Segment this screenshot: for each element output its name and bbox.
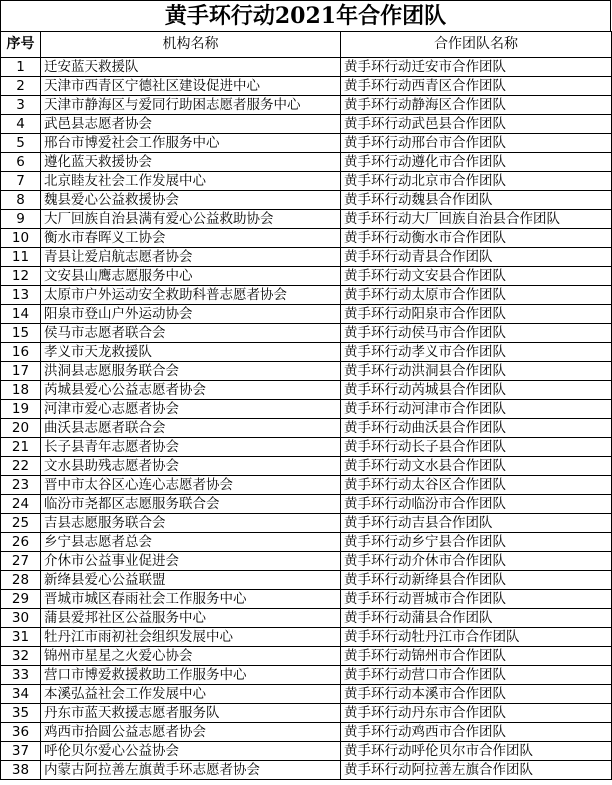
- seq-cell: 7: [1, 172, 41, 191]
- seq-cell: 24: [1, 495, 41, 514]
- org-cell: 蒲县爱邦社区公益服务中心: [41, 609, 341, 628]
- team-cell: 黄手环行动蒲县合作团队: [341, 609, 612, 628]
- team-cell: 黄手环行动魏县合作团队: [341, 191, 612, 210]
- team-cell: 黄手环行动鸡西市合作团队: [341, 723, 612, 742]
- table-row: [1, 666, 612, 685]
- seq-cell: 35: [1, 704, 41, 723]
- seq-cell: 12: [1, 267, 41, 286]
- table-row: [1, 134, 612, 153]
- header-seq: 序号: [1, 32, 41, 58]
- org-cell: 介休市公益事业促进会: [41, 552, 341, 571]
- table-row: [1, 191, 612, 210]
- table-row: [1, 419, 612, 438]
- table-row: [1, 305, 612, 324]
- table-row: [1, 210, 612, 229]
- table-row: [1, 647, 612, 666]
- table-row: [1, 381, 612, 400]
- table-row: [1, 571, 612, 590]
- table-row: [1, 438, 612, 457]
- org-cell: 青县让爱启航志愿者协会: [41, 248, 341, 267]
- org-cell: 乡宁县志愿者总会: [41, 533, 341, 552]
- header-row: [1, 32, 612, 58]
- org-cell: 晋城市城区春雨社会工作服务中心: [41, 590, 341, 609]
- partner-table: [0, 31, 612, 780]
- team-cell: 黄手环行动西青区合作团队: [341, 77, 612, 96]
- org-cell: 魏县爱心公益救援协会: [41, 191, 341, 210]
- seq-cell: 14: [1, 305, 41, 324]
- org-cell: 天津市西青区宁德社区建设促进中心: [41, 77, 341, 96]
- team-cell: 黄手环行动遵化市合作团队: [341, 153, 612, 172]
- table-row: [1, 153, 612, 172]
- seq-cell: 11: [1, 248, 41, 267]
- org-cell: 牡丹江市雨初社会组织发展中心: [41, 628, 341, 647]
- seq-cell: 16: [1, 343, 41, 362]
- seq-cell: 8: [1, 191, 41, 210]
- seq-cell: 19: [1, 400, 41, 419]
- org-cell: 文安县山鹰志愿服务中心: [41, 267, 341, 286]
- team-cell: 黄手环行动邢台市合作团队: [341, 134, 612, 153]
- org-cell: 吉县志愿服务联合会: [41, 514, 341, 533]
- seq-cell: 4: [1, 115, 41, 134]
- seq-cell: 2: [1, 77, 41, 96]
- org-cell: 洪洞县志愿服务联合会: [41, 362, 341, 381]
- team-cell: 黄手环行动太谷区合作团队: [341, 476, 612, 495]
- org-cell: 芮城县爱心公益志愿者协会: [41, 381, 341, 400]
- table-row: [1, 723, 612, 742]
- table-row: [1, 286, 612, 305]
- header-org: 机构名称: [41, 32, 341, 58]
- org-cell: 衡水市春晖义工协会: [41, 229, 341, 248]
- team-cell: 黄手环行动文安县合作团队: [341, 267, 612, 286]
- table-row: [1, 172, 612, 191]
- org-cell: 河津市爱心志愿者协会: [41, 400, 341, 419]
- team-cell: 黄手环行动介休市合作团队: [341, 552, 612, 571]
- org-cell: 迁安蓝天救援队: [41, 58, 341, 77]
- org-cell: 本溪弘益社会工作发展中心: [41, 685, 341, 704]
- seq-cell: 21: [1, 438, 41, 457]
- team-cell: 黄手环行动新绛县合作团队: [341, 571, 612, 590]
- table-row: [1, 96, 612, 115]
- team-cell: 黄手环行动营口市合作团队: [341, 666, 612, 685]
- team-cell: 黄手环行动锦州市合作团队: [341, 647, 612, 666]
- table-row: [1, 229, 612, 248]
- org-cell: 阳泉市登山户外运动协会: [41, 305, 341, 324]
- team-cell: 黄手环行动迁安市合作团队: [341, 58, 612, 77]
- seq-cell: 22: [1, 457, 41, 476]
- org-cell: 鸡西市拾圆公益志愿者协会: [41, 723, 341, 742]
- seq-cell: 34: [1, 685, 41, 704]
- table-row: [1, 609, 612, 628]
- table-row: [1, 590, 612, 609]
- org-cell: 长子县青年志愿者协会: [41, 438, 341, 457]
- seq-cell: 31: [1, 628, 41, 647]
- org-cell: 大厂回族自治县满有爱心公益救助协会: [41, 210, 341, 229]
- org-cell: 呼伦贝尔爱心公益协会: [41, 742, 341, 761]
- org-cell: 曲沃县志愿者联合会: [41, 419, 341, 438]
- table-row: [1, 476, 612, 495]
- table-row: [1, 685, 612, 704]
- table-row: [1, 343, 612, 362]
- seq-cell: 25: [1, 514, 41, 533]
- table-row: [1, 400, 612, 419]
- team-cell: 黄手环行动静海区合作团队: [341, 96, 612, 115]
- table-row: [1, 362, 612, 381]
- seq-cell: 37: [1, 742, 41, 761]
- team-cell: 黄手环行动乡宁县合作团队: [341, 533, 612, 552]
- table-row: [1, 533, 612, 552]
- team-cell: 黄手环行动阳泉市合作团队: [341, 305, 612, 324]
- team-cell: 黄手环行动大厂回族自治县合作团队: [341, 210, 612, 229]
- table-row: [1, 552, 612, 571]
- seq-cell: 32: [1, 647, 41, 666]
- seq-cell: 26: [1, 533, 41, 552]
- table-row: [1, 495, 612, 514]
- sheet-title: 黄手环行动2021年合作团队: [0, 0, 611, 31]
- seq-cell: 30: [1, 609, 41, 628]
- seq-cell: 9: [1, 210, 41, 229]
- team-cell: 黄手环行动呼伦贝尔市合作团队: [341, 742, 612, 761]
- table-row: [1, 742, 612, 761]
- team-cell: 黄手环行动丹东市合作团队: [341, 704, 612, 723]
- team-cell: 黄手环行动长子县合作团队: [341, 438, 612, 457]
- org-cell: 太原市户外运动安全救助科普志愿者协会: [41, 286, 341, 305]
- header-team: 合作团队名称: [341, 32, 612, 58]
- org-cell: 锦州市星星之火爱心协会: [41, 647, 341, 666]
- team-cell: 黄手环行动晋城市合作团队: [341, 590, 612, 609]
- team-cell: 黄手环行动牡丹江市合作团队: [341, 628, 612, 647]
- seq-cell: 13: [1, 286, 41, 305]
- org-cell: 天津市静海区与爱同行助困志愿者服务中心: [41, 96, 341, 115]
- org-cell: 武邑县志愿者协会: [41, 115, 341, 134]
- org-cell: 文水县助残志愿者协会: [41, 457, 341, 476]
- team-cell: 黄手环行动河津市合作团队: [341, 400, 612, 419]
- team-cell: 黄手环行动阿拉善左旗合作团队: [341, 761, 612, 780]
- org-cell: 新绛县爱心公益联盟: [41, 571, 341, 590]
- seq-cell: 20: [1, 419, 41, 438]
- seq-cell: 5: [1, 134, 41, 153]
- table-row: [1, 115, 612, 134]
- seq-cell: 18: [1, 381, 41, 400]
- org-cell: 孝义市天龙救援队: [41, 343, 341, 362]
- team-cell: 黄手环行动曲沃县合作团队: [341, 419, 612, 438]
- team-cell: 黄手环行动侯马市合作团队: [341, 324, 612, 343]
- table-row: [1, 324, 612, 343]
- team-cell: 黄手环行动芮城县合作团队: [341, 381, 612, 400]
- team-cell: 黄手环行动孝义市合作团队: [341, 343, 612, 362]
- table-row: [1, 761, 612, 780]
- team-cell: 黄手环行动北京市合作团队: [341, 172, 612, 191]
- seq-cell: 38: [1, 761, 41, 780]
- seq-cell: 23: [1, 476, 41, 495]
- org-cell: 遵化蓝天救援协会: [41, 153, 341, 172]
- seq-cell: 28: [1, 571, 41, 590]
- table-row: [1, 58, 612, 77]
- org-cell: 侯马市志愿者联合会: [41, 324, 341, 343]
- table-row: [1, 457, 612, 476]
- org-cell: 丹东市蓝天救援志愿者服务队: [41, 704, 341, 723]
- seq-cell: 17: [1, 362, 41, 381]
- table-row: [1, 514, 612, 533]
- seq-cell: 29: [1, 590, 41, 609]
- org-cell: 内蒙古阿拉善左旗黄手环志愿者协会: [41, 761, 341, 780]
- team-cell: 黄手环行动洪洞县合作团队: [341, 362, 612, 381]
- table-row: [1, 628, 612, 647]
- seq-cell: 3: [1, 96, 41, 115]
- team-cell: 黄手环行动青县合作团队: [341, 248, 612, 267]
- seq-cell: 27: [1, 552, 41, 571]
- seq-cell: 15: [1, 324, 41, 343]
- org-cell: 晋中市太谷区心连心志愿者协会: [41, 476, 341, 495]
- team-cell: 黄手环行动本溪市合作团队: [341, 685, 612, 704]
- table-row: [1, 248, 612, 267]
- org-cell: 营口市博爱救援救助工作服务中心: [41, 666, 341, 685]
- table-row: [1, 77, 612, 96]
- table-body: [1, 58, 612, 780]
- team-cell: 黄手环行动太原市合作团队: [341, 286, 612, 305]
- table-row: [1, 267, 612, 286]
- seq-cell: 10: [1, 229, 41, 248]
- team-cell: 黄手环行动衡水市合作团队: [341, 229, 612, 248]
- team-cell: 黄手环行动临汾市合作团队: [341, 495, 612, 514]
- org-cell: 临汾市尧都区志愿服务联合会: [41, 495, 341, 514]
- seq-cell: 33: [1, 666, 41, 685]
- seq-cell: 6: [1, 153, 41, 172]
- team-cell: 黄手环行动武邑县合作团队: [341, 115, 612, 134]
- seq-cell: 1: [1, 58, 41, 77]
- team-cell: 黄手环行动吉县合作团队: [341, 514, 612, 533]
- org-cell: 北京睦友社会工作发展中心: [41, 172, 341, 191]
- team-cell: 黄手环行动文水县合作团队: [341, 457, 612, 476]
- table-row: [1, 704, 612, 723]
- org-cell: 邢台市博爱社会工作服务中心: [41, 134, 341, 153]
- seq-cell: 36: [1, 723, 41, 742]
